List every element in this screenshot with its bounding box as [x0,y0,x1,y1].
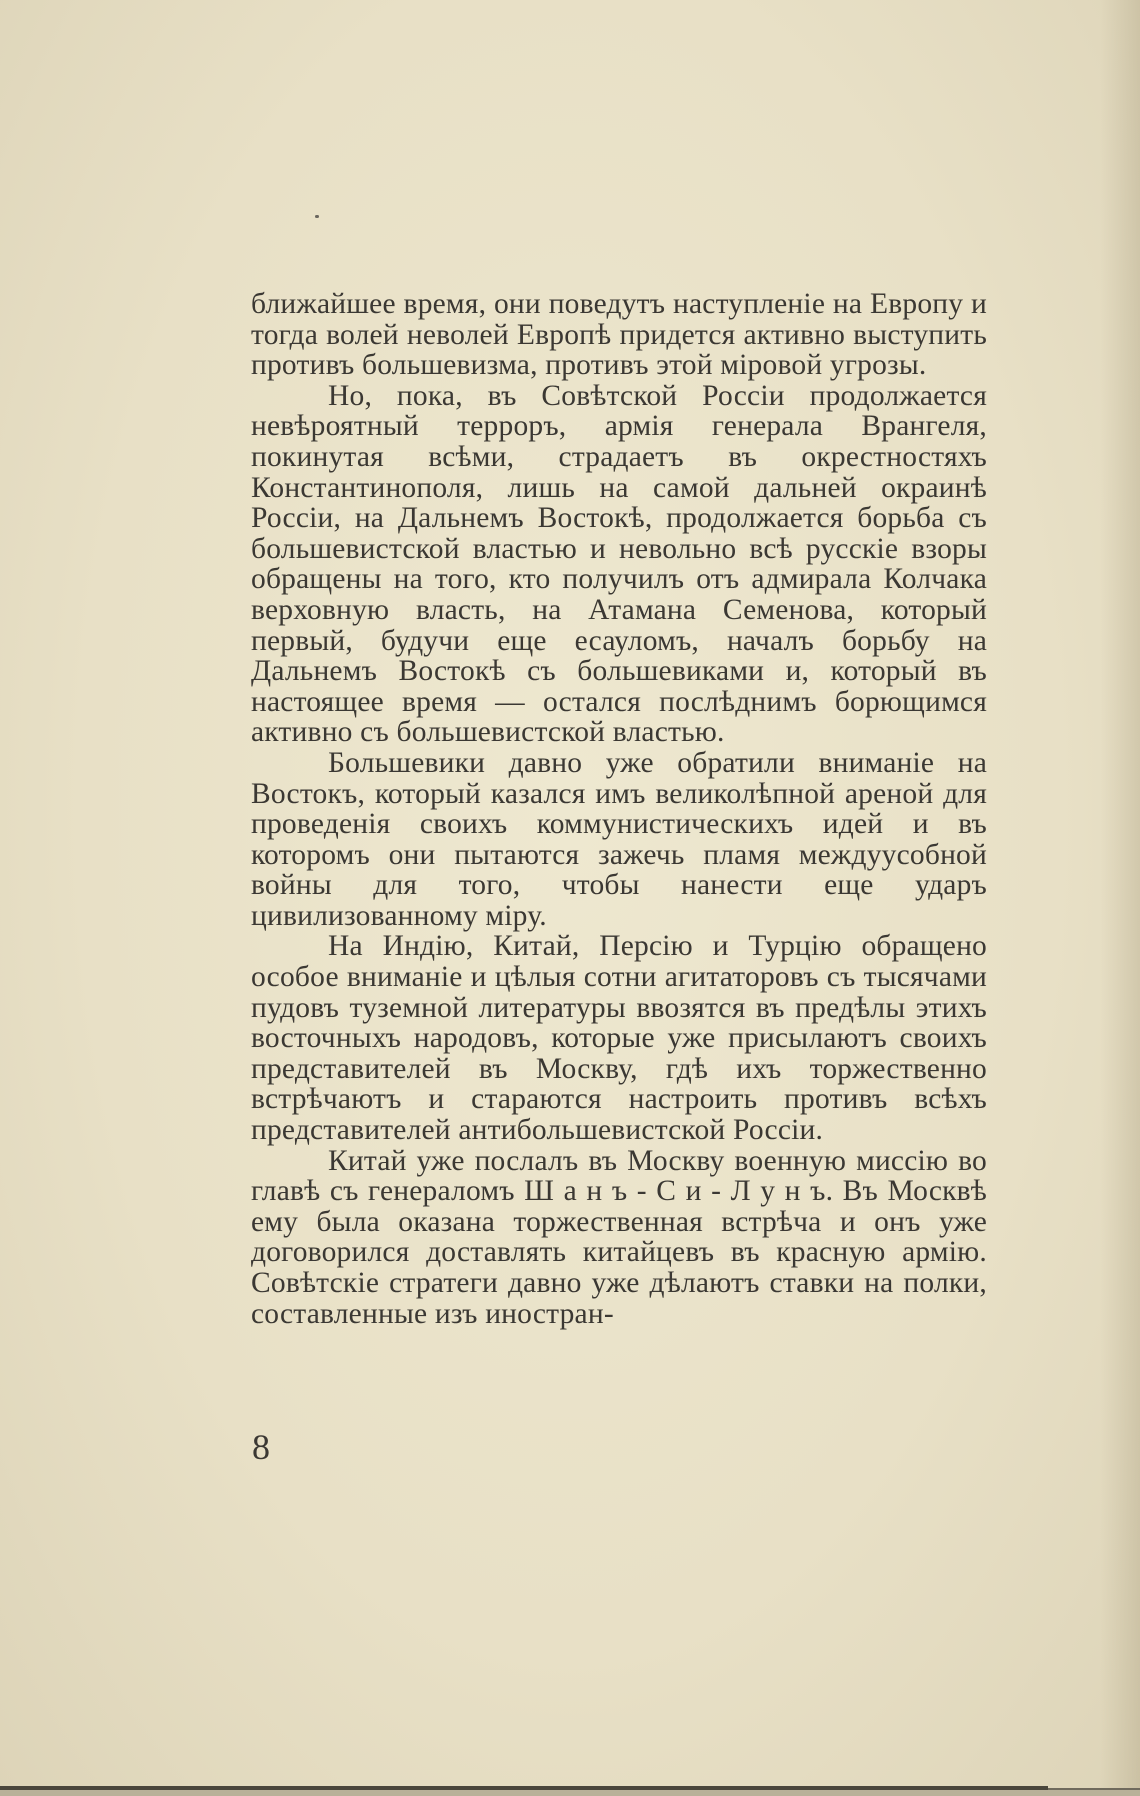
paragraph-3: Большевики давно уже обратили вниманіе на Востокъ, который казался имъ великолѣпной ареной для проведенія своихъ коммунистическихъ идей и въ которомъ они пытаются зажечь пламя междуусобной войны для того, чтобы нанести еще ударъ цивилизованному міру. [251,746,987,932]
page-number: 8 [252,1427,270,1467]
paragraph-2: Но, пока, въ Совѣтской Россіи продолжается невѣроятный терроръ, армія генерала Врангеля, покинутая всѣми, страдаетъ въ окрестностяхъ Константинополя, лишь на самой дальней окраинѣ Россіи, на Дальнемъ Востокѣ, продолжается борьба съ большевистской властью и невольно всѣ русскіе взоры обращены на того, кто получилъ отъ адмирала Колчака верховную власть, на Атамана Семенова, который первый, будучи еще есауломъ, началъ борьбу на Дальнемъ Востокѣ съ большевиками и, который въ настоящее время — остался послѣднимъ борющимся активно съ большевистской властью. [251,379,987,749]
page-gutter-shadow [1100,0,1140,1796]
paragraph-1: ближайшее время, они поведутъ наступленіе на Европу и тогда волей неволей Европѣ придется активно выступить противъ большевизма, противъ этой міровой угрозы. [251,288,987,382]
ink-speck [315,215,319,218]
bottom-page-edge [0,1790,1140,1796]
body-text [251,289,987,1329]
paragraph-4: На Индію, Китай, Персію и Турцію обращено особое вниманіе и цѣлыя сотни агитаторовъ съ тысячами пудовъ туземной литературы ввозятся въ предѣлы этихъ восточныхъ народовъ, которые уже присылаютъ своихъ представителей въ Москву, гдѣ ихъ торжественно встрѣчаютъ и стараются настроить противъ всѣхъ представителей антибольшевистской Россіи. [251,930,987,1147]
paragraph-5: Китай уже послалъ въ Москву военную миссію во главѣ съ генераломъ Ш а н ъ - С и - Л у н ъ. Въ Москвѣ ему была оказана торжественная встрѣча и онъ уже договорился доставлять китайцевъ въ красную армію. Совѣтскіе стратеги давно уже дѣлаютъ ставки на полки, составленные изъ иностран- [251,1144,987,1330]
